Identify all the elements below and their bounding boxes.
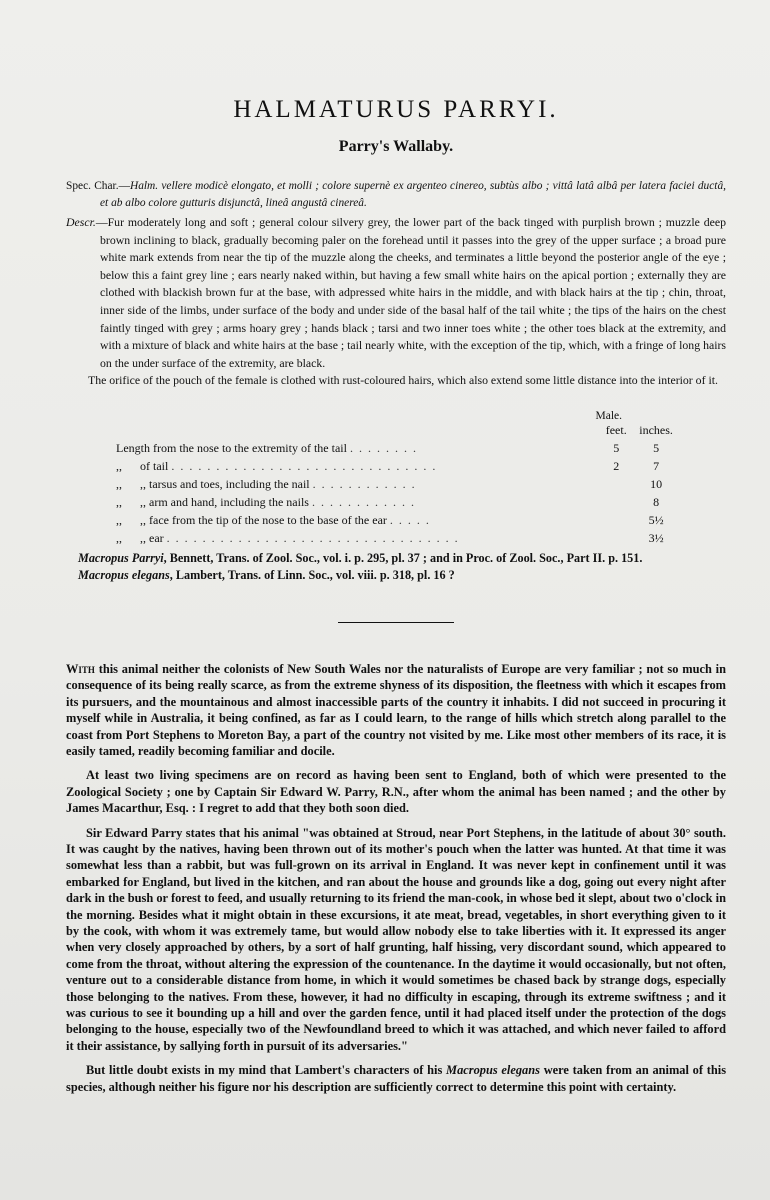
- common-name: Parry's Wallaby.: [338, 138, 454, 155]
- row-inches: 3½: [648, 530, 664, 545]
- row-inches: 8: [653, 494, 660, 509]
- description: [66, 214, 726, 372]
- row-feet: [596, 528, 636, 546]
- table-row: [116, 456, 676, 474]
- specific-character: [66, 178, 726, 212]
- table-row: [116, 438, 676, 456]
- body-paragraph: [66, 1062, 726, 1095]
- measurement-table: [66, 410, 726, 546]
- row-feet: 5: [613, 440, 620, 455]
- spec-char-text: Halm. vellere modicè elongato, et molli ; colore supernè ex argenteo cinereo, subtùs albo ; vittâ latâ albâ per latera faciei ductâ, et ab albo colore gutturis disjunctâ, lineâ angustâ cinereâ.: [100, 180, 726, 209]
- body-text: But little doubt exists in my mind that Lambert's characters of his: [86, 1063, 447, 1078]
- row-label: ,, ,, ear: [116, 530, 164, 545]
- row-label: ,, of tail: [116, 458, 169, 473]
- species-name: Macropus elegans: [446, 1063, 540, 1078]
- table-row: [116, 528, 676, 546]
- row-feet: [596, 474, 636, 492]
- row-feet: [596, 510, 636, 528]
- synonym-reference: [78, 550, 726, 567]
- leader-dots: ..............................: [171, 458, 442, 473]
- table-row: [116, 492, 676, 510]
- section-divider: [338, 622, 454, 623]
- page-title: HALMATURUS PARRYI.: [233, 96, 559, 123]
- spec-char-lead: Spec. Char.—: [66, 180, 130, 192]
- body-paragraph: Sir Edward Parry states that his animal "was obtained at Stroud, near Port Stephens, in the latitude of about 30° south. It was caught by the natives, having been thrown out of its mother's pouch when the latter was hunted. At that time it was somewhat less than a rabbit, but was full-grown on its arrival in England. It was never kept in confinement until it was embarked for England, but lived in the kitchen, and ran about the house and grounds like a dog, going out every night after dark in the bush or forest to feed, and usually returning to its friend the man-cook, in whose bed it slept, about two o'clock in the morning. Besides what it might obtain in these excursions, it ate meat, bread, vegetables, in short everything given to it by the cook, with whom it was extremely tame, but would allow nobody else to take liberties with it. It expressed its anger when very closely approached by others, by a sort of half grunting, half hissing, very discordant sound, which appeared to come from the throat, without altering the expression of the countenance. In the daytime it would occasionally, but not often, venture out to a considerable distance from home, in which it would sometimes be chased back by strange dogs, especially those belonging to the natives. From these, however, it had no difficulty in escaping, through its extreme swiftness ; and it was curious to see it bounding up a hill and over the garden fence, until it had placed itself under the protection of the dogs belonging to the house, especially two of the Newfoundland breed to which it was attached, and which never failed to afford it their assistance, by sallying forth in pursuit of its adversaries.": [66, 825, 726, 1053]
- body-text: were taken from an animal of this species, although neither his figure nor his description are sufficiently correct to determine this point with certainty.: [66, 1063, 727, 1094]
- unit-inches: inches.: [639, 422, 673, 437]
- row-feet: 2: [613, 458, 620, 473]
- row-inches: 5: [653, 440, 660, 455]
- body-text: this animal neither the colonists of New South Wales nor the naturalists of Europe are very familiar ; not so much in consequence of its being really scarce, as from the extreme shyness of its disposition, the fleetness with which it escapes from its pursuers, and the mountainous and almost inaccessible parts of the country it inhabits. I did not succeed in procuring it myself while in Australia, it being confined, as far as I could learn, to the range of hills which stretch along parallel to the coast from Port Stephens to Moreton Bay, a part of the country not visited by me. Like most other members of its race, it is easily tamed, readily becoming familiar and docile.: [66, 661, 726, 758]
- body-paragraph: [66, 661, 726, 759]
- row-inches: 5½: [648, 512, 664, 527]
- leader-dots: ........: [349, 440, 422, 455]
- units-row: [116, 420, 676, 438]
- unit-feet: feet.: [605, 422, 627, 437]
- leader-dots: .................................: [166, 530, 464, 545]
- body-paragraph: At least two living specimens are on record as having been sent to England, both of which were presented to the Zoological Society ; one by Captain Sir Edward W. Parry, R.N., after whom the animal has been named ; and the other by James Macarthur, Esq. : I regret to add that they both soon died.: [66, 768, 726, 816]
- male-header: Male.: [595, 409, 622, 422]
- description-text: —Fur moderately long and soft ; general colour silvery grey, the lower part of the back tinged with purplish brown ; muzzle deep brown inclining to black, gradually becoming paler on the forehead until it passes into the grey of the upper surface ; a broad pure white mark extends from near the tip of the muzzle along the cheeks, and terminates a little beyond the posterior angle of the eye ; below this a faint grey line ; ears nearly naked within, but having a few small white hairs on the apical portion ; externally they are clothed with blackish brown fur at the base, with adpressed white hairs in the middle, and with black hairs at the tip ; chin, throat, inner side of the limbs, under surface of the body and under side of the basal half of the tail white ; the tips of the hairs on the chest faintly tinged with grey ; arms hoary grey ; hands black ; tarsi and two inner toes white ; the other toes black at the extremity, and with a mixture of black and white hairs at the base ; tail nearly white, with the exception of the tip, which, with a fringe of long hairs on the under surface of the extremity, are black.: [95, 215, 726, 370]
- synonym-citation: , Lambert, Trans. of Linn. Soc., vol. viii. p. 318, pl. 16 ?: [169, 567, 455, 582]
- row-inches: 10: [650, 476, 663, 491]
- synonym-reference: [78, 567, 726, 584]
- row-label: ,, ,, tarsus and toes, including the nail: [116, 476, 310, 491]
- row-label: ,, ,, face from the tip of the nose to the base of the ear: [116, 512, 387, 527]
- synonym-citation: , Bennett, Trans. of Zool. Soc., vol. i. p. 295, pl. 37 ; and in Proc. of Zool. Soc., Part II. p. 151.: [163, 550, 643, 565]
- table-row: [116, 510, 676, 528]
- leader-dots: .....: [389, 512, 435, 527]
- synonym-name: Macropus elegans: [78, 567, 170, 582]
- pouch-note: The orifice of the pouch of the female is clothed with rust-coloured hairs, which also extend some little distance into the interior of it.: [88, 373, 718, 388]
- leader-dots: ............: [311, 494, 420, 509]
- row-label: ,, ,, arm and hand, including the nails: [116, 494, 309, 509]
- measurements-table: [116, 420, 676, 546]
- row-label: Length from the nose to the extremity of the tail: [116, 440, 347, 455]
- leader-dots: ............: [312, 476, 421, 491]
- table-row: [116, 474, 676, 492]
- synonym-name: Macropus Parryi: [78, 550, 164, 565]
- row-inches: 7: [653, 458, 660, 473]
- drop-word: With: [66, 661, 95, 676]
- description-lead: Descr.: [66, 215, 96, 229]
- row-feet: [596, 492, 636, 510]
